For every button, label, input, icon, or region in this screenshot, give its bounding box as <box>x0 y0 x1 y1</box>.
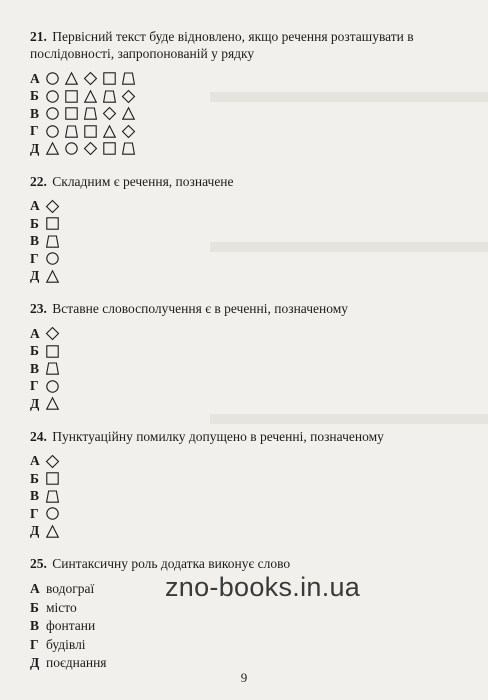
option-letter: Д <box>30 655 40 671</box>
question-title <box>30 555 460 572</box>
question-number: 22. <box>30 173 47 189</box>
diamond-icon <box>103 107 116 120</box>
option-letter: Г <box>30 636 39 652</box>
triangle-icon <box>46 142 59 155</box>
square-icon <box>84 125 97 138</box>
circle-icon <box>46 107 59 120</box>
square-icon <box>46 472 59 485</box>
question-title <box>30 428 460 445</box>
trapezoid-icon <box>122 142 135 155</box>
square-icon <box>65 90 78 103</box>
square-icon <box>46 345 59 358</box>
answer-option[interactable] <box>30 617 460 636</box>
circle-icon <box>46 380 59 393</box>
answer-option[interactable] <box>30 88 460 106</box>
answer-option[interactable] <box>30 360 460 378</box>
answer-option[interactable] <box>30 233 460 251</box>
question-text: Синтаксичну роль додатка виконує слово <box>52 556 291 571</box>
answer-option[interactable] <box>30 378 460 396</box>
option-answer: фонтани <box>46 618 96 634</box>
circle-icon <box>46 125 59 138</box>
option-letter: В <box>30 360 40 376</box>
answer-option[interactable] <box>30 395 460 413</box>
option-letter: Б <box>30 343 39 359</box>
page-number: 9 <box>240 670 248 685</box>
answer-option[interactable] <box>30 215 460 233</box>
question-block <box>30 428 460 541</box>
question-number: 23. <box>30 301 47 316</box>
square-icon <box>103 72 116 85</box>
triangle-icon <box>46 270 59 283</box>
trapezoid-icon <box>46 490 59 503</box>
option-letter: В <box>30 488 40 504</box>
option-answer: місто <box>46 599 77 615</box>
triangle-icon <box>122 107 135 120</box>
triangle-icon <box>103 125 116 138</box>
answer-option[interactable] <box>30 488 460 506</box>
diamond-icon <box>122 90 135 103</box>
diamond-icon <box>84 72 97 85</box>
option-letter: Б <box>30 599 39 615</box>
watermark: zno-books.in.ua <box>165 572 361 602</box>
option-letter: А <box>30 325 40 341</box>
question-number: 25. <box>30 556 47 571</box>
trapezoid-icon <box>103 90 116 103</box>
option-letter: Г <box>30 505 39 521</box>
trapezoid-icon <box>84 107 97 120</box>
circle-icon <box>46 252 59 265</box>
option-letter: Г <box>30 250 39 266</box>
answer-option[interactable] <box>30 140 460 158</box>
question-text: Вставне словосполучення є в реченні, позначеному <box>52 301 349 316</box>
question-block <box>30 173 460 286</box>
option-letter: Г <box>30 378 39 394</box>
option-letter: Д <box>30 523 40 539</box>
option-letter: Б <box>30 215 39 231</box>
question-text: Пунктуаційну помилку допущено в реченні, позначеному <box>52 428 384 444</box>
diamond-icon <box>46 200 59 213</box>
answer-option[interactable] <box>30 198 460 216</box>
triangle-icon <box>46 525 59 538</box>
answer-option[interactable] <box>30 105 460 123</box>
circle-icon <box>46 507 59 520</box>
option-letter: Б <box>30 88 39 104</box>
option-letter: Д <box>30 140 40 156</box>
question-title <box>30 300 460 317</box>
trapezoid-icon <box>46 235 59 248</box>
diamond-icon <box>84 142 97 155</box>
answer-option[interactable] <box>30 268 460 286</box>
triangle-icon <box>65 72 78 85</box>
answer-option[interactable] <box>30 250 460 268</box>
square-icon <box>103 142 116 155</box>
square-icon <box>46 217 59 230</box>
question-text: Первісний текст буде відновлено, якщо речення розташувати в послідовності, запропонованій у рядку <box>30 29 414 61</box>
square-icon <box>65 107 78 120</box>
option-letter: Д <box>30 268 40 284</box>
answer-option[interactable] <box>30 453 460 471</box>
answer-option[interactable] <box>30 325 460 343</box>
option-letter: Д <box>30 395 40 411</box>
answer-option[interactable] <box>30 505 460 523</box>
triangle-icon <box>46 397 59 410</box>
answer-option[interactable] <box>30 343 460 361</box>
question-number: 21. <box>30 29 47 44</box>
circle-icon <box>46 72 59 85</box>
answer-option[interactable] <box>30 123 460 141</box>
question-block <box>30 28 460 158</box>
trapezoid-icon <box>122 72 135 85</box>
diamond-icon <box>46 327 59 340</box>
option-letter: В <box>30 105 40 121</box>
question-block <box>30 300 460 413</box>
answer-option[interactable] <box>30 636 460 655</box>
diamond-icon <box>46 455 59 468</box>
answer-option[interactable] <box>30 523 460 541</box>
option-letter: А <box>30 70 40 86</box>
option-letter: Г <box>30 123 39 139</box>
option-letter: А <box>30 198 40 214</box>
trapezoid-icon <box>46 362 59 375</box>
question-text: Складним є речення, позначене <box>52 173 234 189</box>
circle-icon <box>65 142 78 155</box>
option-answer: поєднання <box>46 655 107 671</box>
option-letter: Б <box>30 470 39 486</box>
answer-option[interactable] <box>30 70 460 88</box>
trapezoid-icon <box>65 125 78 138</box>
question-title <box>30 173 460 190</box>
option-answer: будівлі <box>46 636 86 652</box>
question-number: 24. <box>30 428 47 444</box>
option-answer: водограї <box>46 581 95 597</box>
diamond-icon <box>122 125 135 138</box>
option-letter: В <box>30 618 40 634</box>
answer-option[interactable] <box>30 470 460 488</box>
option-letter: А <box>30 581 40 597</box>
question-title <box>30 28 460 62</box>
triangle-icon <box>84 90 97 103</box>
option-letter: А <box>30 453 40 469</box>
option-letter: В <box>30 233 40 249</box>
circle-icon <box>46 90 59 103</box>
